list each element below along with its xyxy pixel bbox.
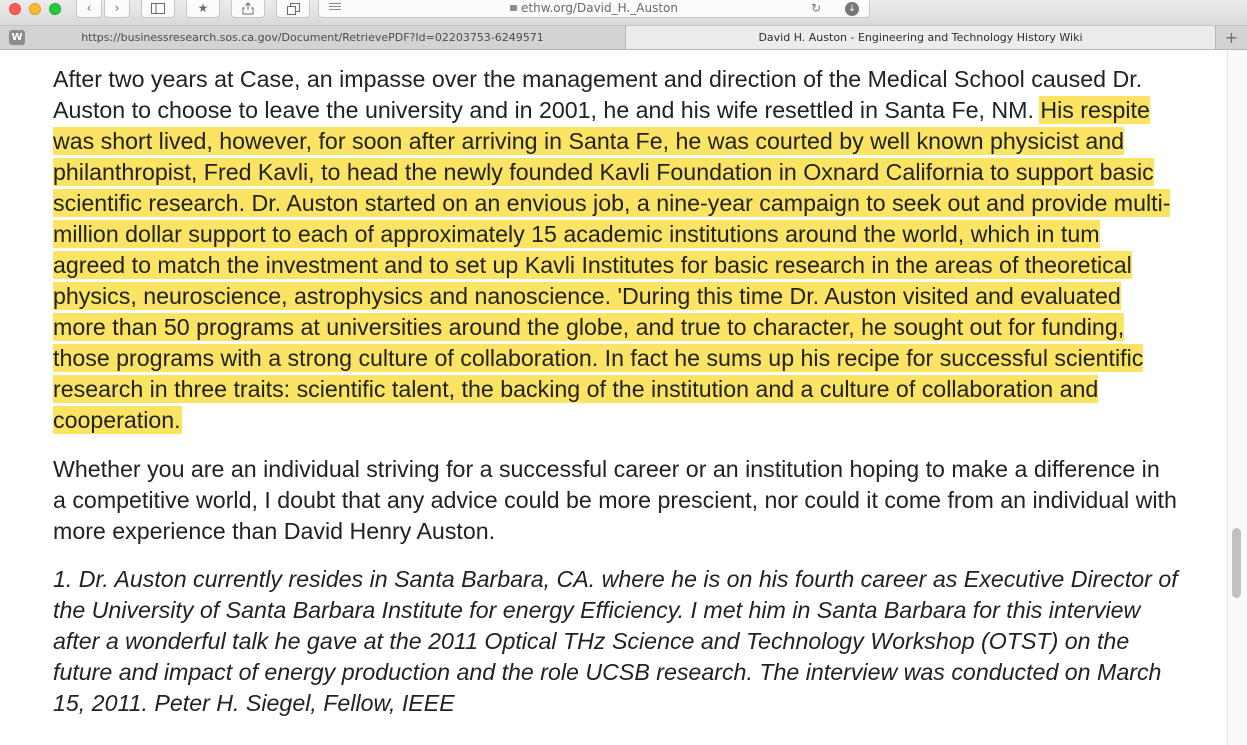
forward-icon: › — [114, 1, 120, 15]
tab-title: https://businessresearch.sos.ca.gov/Document/RetrievePDF?Id=02203753-6249571 — [81, 31, 544, 44]
share-button[interactable] — [231, 0, 265, 18]
paragraph-conclusion: Whether you are an individual striving for a successful career or an institution hoping to make a difference in a competitive world, I doubt that any advice could be more prescient, nor could it come from an individual with more experience than David Henry Auston. — [53, 456, 1177, 544]
back-icon: ‹ — [86, 1, 92, 15]
back-button[interactable] — [76, 0, 102, 18]
lock-icon — [510, 5, 517, 11]
address-bar[interactable] — [318, 0, 870, 18]
paragraph-kavli — [53, 64, 1178, 436]
vertical-scrollbar[interactable] — [1227, 50, 1247, 745]
download-icon[interactable]: ↓ — [845, 2, 859, 16]
sidebar-button[interactable] — [141, 0, 175, 18]
minimize-window-button[interactable] — [29, 3, 41, 15]
new-tab-button[interactable] — [1216, 26, 1247, 49]
tab-auston-wiki[interactable] — [626, 26, 1216, 49]
browser-toolbar — [0, 0, 1247, 26]
tab-overview-icon — [287, 3, 300, 15]
page-content — [0, 50, 1227, 745]
share-icon — [242, 2, 254, 15]
footnote: 1. Dr. Auston currently resides in Santa Barbara, CA. where he is on his fourth career as Executive Director of the University of Santa Barbara Institute for energy Efficiency. I met him in Santa Barbara for this interview after a wonderful talk he gave at the 2011 Optical THz Science and Technology Workshop (OTST) on the future and impact of energy production and the role UCSB research. The interview was conducted on March 15, 2011. Peter H. Siegel, Fellow, IEEE — [53, 566, 1178, 716]
highlighted-text: His respite was short lived, however, for soon after arriving in Santa Fe, he was courted by well known physicist and philanthropist, Fred Kavli, to head the newly founded Kavli Foundation in Oxnard California to support basic scientific research. Dr. Auston started on an envious job, a nine-year campaign to seek out and provide multi-million dollar support to each of approximately 15 academic institutions around the world, which in tum agreed to match the investment and to set up Kavli Institutes for basic research in the areas of theoretical physics, neuroscience, astrophysics and nanoscience. 'During this time Dr. Auston visited and evaluated more than 50 programs at universities around the globe, and true to character, he sought out for funding, those programs with a strong culture of collaboration. In fact he sums up his recipe for successful scientific research in three traits: scientific talent, the backing of the institution and a culture of collaboration and cooperation. — [53, 97, 1171, 433]
tab-title: David H. Auston - Engineering and Technology History Wiki — [758, 31, 1083, 44]
paragraph-text: After two years at Case, an impasse over the management and direction of the Medical School caused Dr. Auston to choose to leave the university and in 2001, he and his wife resettled in Santa Fe, NM. — [53, 66, 1143, 123]
close-window-button[interactable] — [9, 3, 21, 15]
sidebar-icon — [151, 3, 165, 14]
forward-button[interactable] — [104, 0, 130, 18]
tab-business-search[interactable] — [0, 26, 626, 49]
bookmarks-button[interactable] — [186, 0, 220, 18]
plus-icon: + — [1224, 28, 1239, 47]
tab-bar — [0, 26, 1247, 50]
scrollbar-thumb[interactable] — [1232, 528, 1241, 598]
address-url[interactable]: ethw.org/David_H._Auston — [521, 1, 678, 15]
bookmarks-icon: ★ — [197, 1, 209, 15]
wiki-favicon-icon: W — [9, 30, 25, 45]
zoom-window-button[interactable] — [49, 3, 61, 15]
reload-icon[interactable]: ↻ — [810, 1, 821, 15]
tab-overview-button[interactable] — [276, 0, 310, 18]
